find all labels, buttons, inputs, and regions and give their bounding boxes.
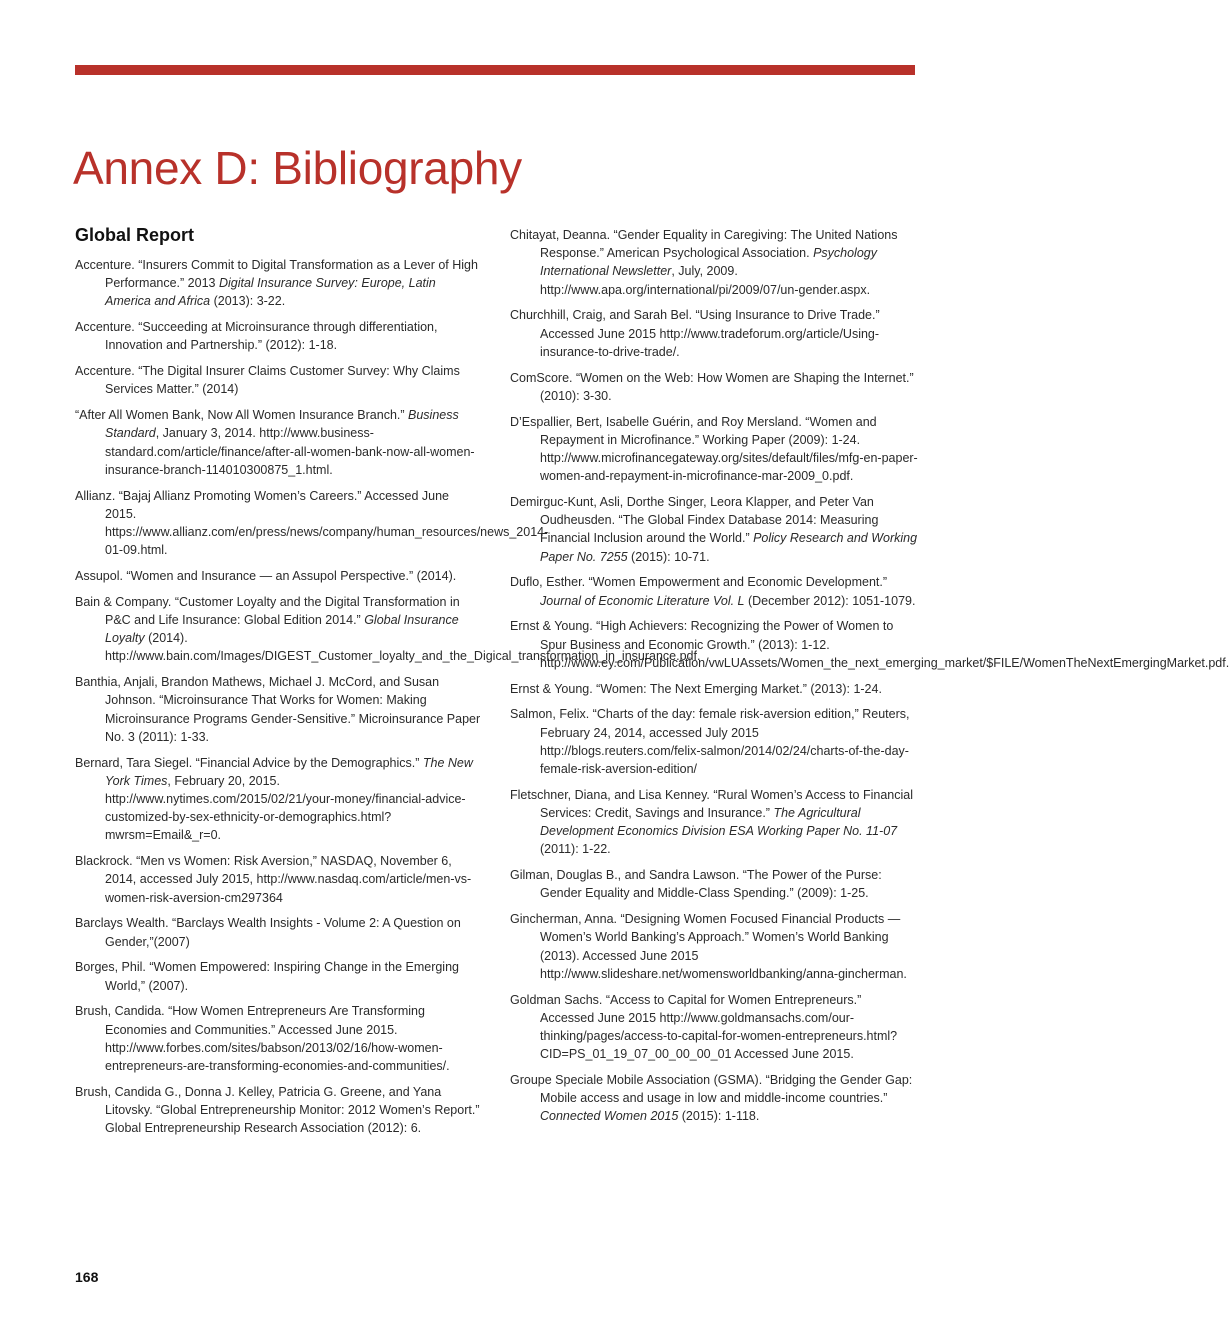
entry-text: Blackrock. “Men vs Women: Risk Aversion,” NASDAQ, November 6, 2014, accessed July 2015, http://www.nasdaq.com/article/men-vs-women-risk-aversion-cm297364 <box>75 854 472 905</box>
entry-text: Ernst & Young. “High Achievers: Recognizing the Power of Women to Spur Business and Economic Growth.” (2013): 1-12. http://www.ey.com/Publication/vwLUAssets/Women_the_next_emerging_market/$FILE/WomenTheNextEmergingMarket.pdf. <box>510 619 1229 670</box>
entry-text: Gincherman, Anna. “Designing Women Focused Financial Products — Women’s World Banking’s Approach.” Women’s World Banking (2013). Accessed June 2015 http://www.slideshare.net/womensworldbanking/anna-gincherman. <box>510 912 907 981</box>
bibliography-entry <box>75 318 483 354</box>
bibliography-entry <box>510 705 918 778</box>
bibliography-entry <box>510 306 918 361</box>
entry-text: , July, 2009. http://www.apa.org/international/pi/2009/07/un-gender.aspx. <box>540 264 871 297</box>
entry-text: Groupe Speciale Mobile Association (GSMA). “Bridging the Gender Gap: Mobile access and usage in low and middle-income countries.” <box>510 1073 913 1106</box>
entry-text: Barclays Wealth. “Barclays Wealth Insights - Volume 2: A Question on Gender,”(2007) <box>75 916 461 949</box>
entry-text: Bain & Company. “Customer Loyalty and the Digital Transformation in P&C and Life Insurance: Global Edition 2014.” <box>75 594 460 628</box>
entry-text: Brush, Candida G., Donna J. Kelley, Patricia G. Greene, and Yana Litovsky. “Global Entrepreneurship Monitor: 2012 Women’s Report.” Global Entrepreneurship Research Association (2012): 6. <box>75 1084 480 1136</box>
page-number: 168 <box>75 1269 99 1285</box>
entry-italic-title: Policy Research and Working Paper No. 7255 <box>540 531 918 564</box>
entry-text: (December 2012): 1051-1079. <box>744 593 916 608</box>
entry-text: (2015): 1-118. <box>678 1109 760 1124</box>
entry-text: Brush, Candida. “How Women Entrepreneurs Are Transforming Economies and Communities.” Accessed June 2015. http://www.forbes.com/sites/babson/2013/02/16/how-women-entrepreneurs-are-transforming-economies-and-communities/. <box>75 1004 450 1074</box>
entry-italic-title: Digital Insurance Survey: Europe, Latin America and Africa <box>105 276 436 309</box>
bibliography-entry <box>510 991 918 1064</box>
entry-text: “After All Women Bank, Now All Women Insurance Branch.” <box>75 408 409 423</box>
bibliography-entry <box>75 914 483 950</box>
page-title: Annex D: Bibliography <box>73 142 522 194</box>
bibliography-entry <box>510 617 1229 672</box>
bibliography-entry <box>75 1083 483 1138</box>
entry-italic-title: Global Insurance Loyalty <box>105 613 459 646</box>
bibliography-entry <box>510 786 918 859</box>
entry-text: Ernst & Young. “Women: The Next Emerging Market.” (2013): 1-24. <box>510 681 882 696</box>
entry-text: , January 3, 2014. http://www.business-standard.com/article/finance/after-all-women-bank-now-all-women-insurance-branch-114010300875_1.html. <box>105 426 475 477</box>
bibliography-entry <box>75 754 483 845</box>
entry-text: Allianz. “Bajaj Allianz Promoting Women’s Careers.” Accessed June 2015. https://www.allianz.com/en/press/news/company/human_resources/news_2014-01-09.html. <box>75 488 549 558</box>
entry-text: Salmon, Felix. “Charts of the day: female risk-aversion edition,” Reuters, February 24, 2014, accessed July 2015 http://blogs.reuters.com/felix-salmon/2014/02/24/charts-of-the-day-female-risk-aversion-edition/ <box>510 707 910 777</box>
bibliography-entry <box>510 680 918 698</box>
entry-text: Churchhill, Craig, and Sarah Bel. “Using Insurance to Drive Trade.” Accessed June 2015 http://www.tradeforum.org/article/Using-insurance-to-drive-trade/. <box>510 308 880 359</box>
entry-text: (2015): 10-71. <box>627 549 710 564</box>
entry-text: Assupol. “Women and Insurance — an Assupol Perspective.” (2014). <box>75 569 457 584</box>
entry-text: (2011): 1-22. <box>540 842 611 857</box>
bibliography-entry <box>510 413 918 486</box>
bibliography-entry <box>510 573 918 609</box>
entry-text: ComScore. “Women on the Web: How Women are Shaping the Internet.” (2010): 3-30. <box>510 370 914 403</box>
entry-italic-title: Connected Women 2015 <box>540 1109 679 1124</box>
section-heading: Global Report <box>75 225 195 245</box>
entry-text: Accenture. “Insurers Commit to Digital Transformation as a Lever of High Performance.” 2013 <box>75 258 478 291</box>
bibliography-entry <box>510 866 918 902</box>
entry-text: Borges, Phil. “Women Empowered: Inspiring Change in the Emerging World,” (2007). <box>75 960 459 993</box>
bibliography-entry <box>75 406 483 479</box>
entry-text: (2014). http://www.bain.com/Images/DIGEST_Customer_loyalty_and_the_Digical_transformation_in_insurance.pdf. <box>105 631 701 664</box>
bibliography-entry <box>75 256 483 311</box>
bibliography-entry <box>75 487 549 560</box>
entry-italic-title: The Agricultural Development Economics Division ESA Working Paper No. 11-07 <box>540 806 898 839</box>
bibliography-entry <box>510 226 918 299</box>
entry-text: (2013): 3-22. <box>210 294 286 309</box>
entry-text: Fletschner, Diana, and Lisa Kenney. “Rural Women’s Access to Financial Services: Credit, Savings and Insurance.” <box>510 787 913 821</box>
bibliography-entry <box>510 1071 918 1126</box>
entry-italic-title: The New York Times <box>105 755 473 788</box>
bibliography-entry <box>510 493 918 566</box>
entry-text: Gilman, Douglas B., and Sandra Lawson. “The Power of the Purse: Gender Equality and Middle-Class Spending.” (2009): 1-25. <box>510 868 882 901</box>
bibliography-entry <box>75 673 483 746</box>
bibliography-entry <box>75 852 483 907</box>
entry-text: , February 20, 2015. http://www.nytimes.com/2015/02/21/your-money/financial-advice-customized-by-sex-ethnicity-or-demographics.html?mwrsm=Email&_r=0. <box>105 773 466 843</box>
bibliography-entry <box>510 910 918 983</box>
bibliography-entry <box>510 369 918 405</box>
entry-italic-title: Business Standard <box>105 408 459 441</box>
entry-text: Demirguc-Kunt, Asli, Dorthe Singer, Leora Klapper, and Peter Van Oudheusden. “The Global Findex Database 2014: Measuring Financial Inclusion around the World.” <box>510 495 879 546</box>
entry-text: Chitayat, Deanna. “Gender Equality in Caregiving: The United Nations Response.” American Psychological Association. <box>510 228 898 261</box>
entry-text: Goldman Sachs. “Access to Capital for Women Entrepreneurs.” Accessed June 2015 http://www.goldmansachs.com/our-thinking/pages/access-to-capital-for-women-entrepreneurs.html?CID=PS_01_19_07_00_00_00_01 Accessed June 2015. <box>510 992 898 1062</box>
bibliography-entry <box>75 362 483 398</box>
entry-text: Accenture. “The Digital Insurer Claims Customer Survey: Why Claims Services Matter.” (2014) <box>75 364 460 397</box>
right-column <box>510 226 1229 1133</box>
entry-italic-title: Journal of Economic Literature Vol. L <box>540 593 745 608</box>
entry-text: Banthia, Anjali, Brandon Mathews, Michael J. McCord, and Susan Johnson. “Microinsurance That Works for Women: Making Microinsurance Programs Gender-Sensitive.” Microinsurance Paper No. 3 (2011): 1-33. <box>75 675 481 744</box>
entry-text: Duflo, Esther. “Women Empowerment and Economic Development.” <box>510 575 888 590</box>
entry-italic-title: Psychology International Newsletter <box>540 246 877 279</box>
entry-text: Bernard, Tara Siegel. “Financial Advice by the Demographics.” <box>75 755 423 770</box>
entry-text: D’Espallier, Bert, Isabelle Guérin, and Roy Mersland. “Women and Repayment in Microfinance.” Working Paper (2009): 1-24. http://www.microfinancegateway.org/sites/default/files/mfg-en-paper-women-and-repayment-in-microfinance-mar-2009_0.pdf. <box>510 414 918 484</box>
bibliography-entry <box>75 567 483 585</box>
bibliography-entry <box>75 1002 483 1075</box>
reference-list-right <box>510 226 1229 1126</box>
top-accent-rule <box>75 65 915 75</box>
bibliography-entry <box>75 958 483 994</box>
entry-text: Accenture. “Succeeding at Microinsurance through differentiation, Innovation and Partnership.” (2012): 1-18. <box>75 320 438 353</box>
